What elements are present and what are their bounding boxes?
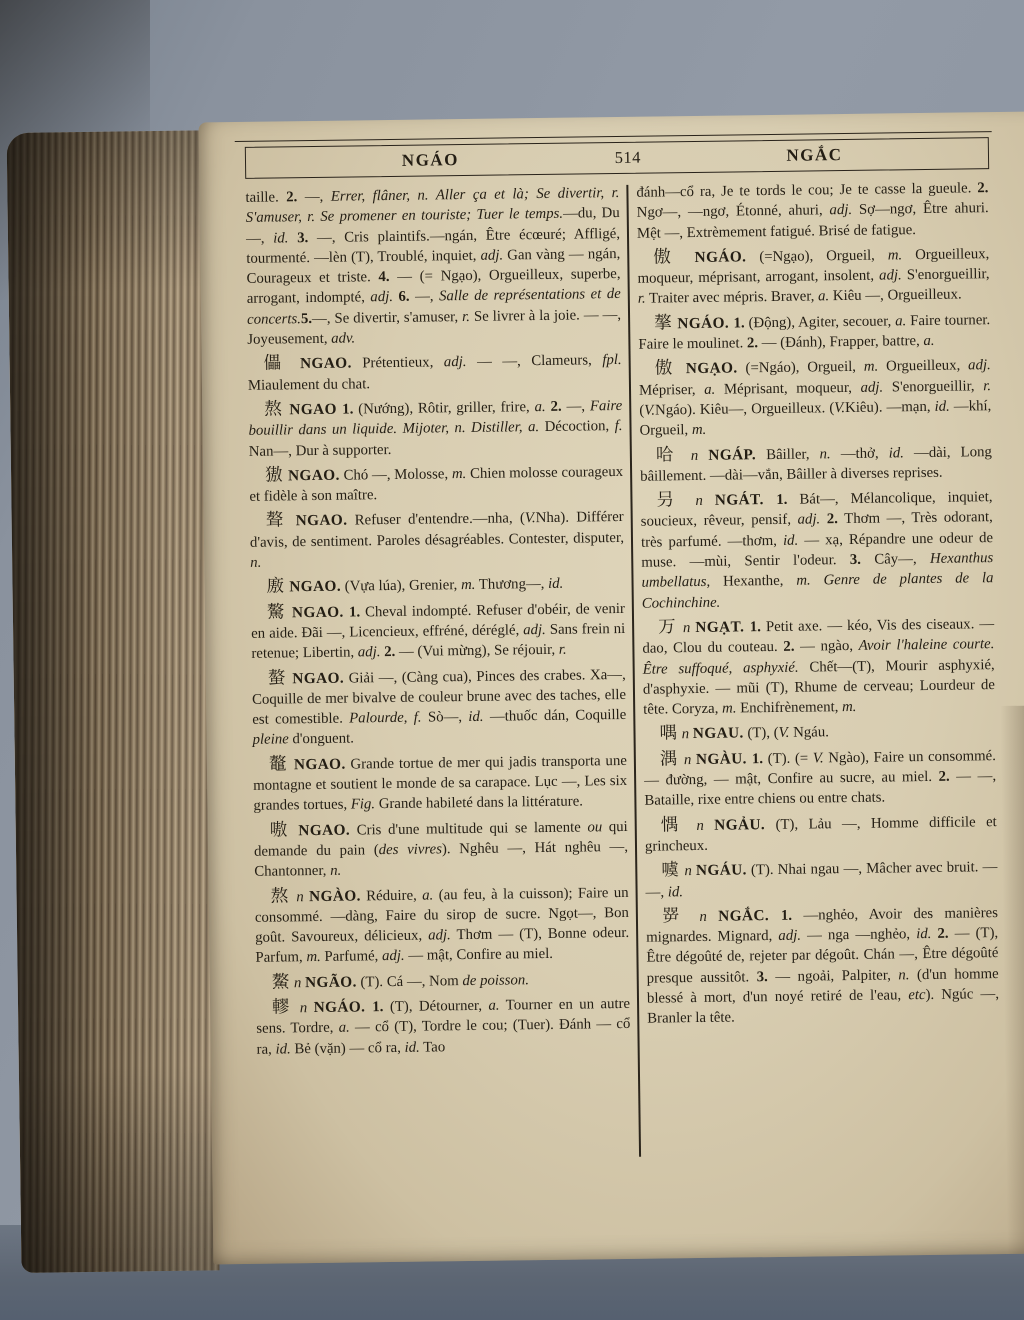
entry-text: 2.	[826, 511, 839, 528]
entry-text: Avoir l'haleine courte. Être suffoqué, asphyxié.	[642, 636, 995, 678]
entry-text: de poisson.	[462, 971, 530, 989]
entry-text: Grande tortue de mer qui jadis transporta une montagne et soutient le monde de sa carapace. Lục —, Les six grandes tortues,	[253, 752, 628, 815]
entry-text: Gan vàng — ngán, Courageux et triste.	[246, 245, 621, 288]
entry-text: n.	[330, 862, 342, 880]
entry-text: adj.	[370, 289, 394, 306]
entry-text	[288, 230, 297, 246]
entry-text: Enchifrènement,	[736, 699, 843, 717]
entry-text: r.	[637, 291, 646, 308]
entry-text: Cây—,	[860, 550, 931, 568]
headword: NGAO.	[283, 466, 340, 485]
entry-text: m.	[863, 358, 879, 376]
right-column	[636, 178, 999, 1059]
entry-text: a.	[817, 288, 830, 305]
entry-text: Errer, flâner, n. Aller ça et là; Se divertir, r. S'amuser, r. Se promener en touriste; Tuer le temps.	[245, 184, 620, 227]
entry-text: id.	[275, 1040, 291, 1058]
headword: NGÀU.	[695, 750, 753, 768]
entry-text: n	[685, 817, 715, 834]
entry-text: — ngoải, Palpiter,	[767, 967, 899, 985]
entry-text: (T), Détourner,	[383, 997, 489, 1016]
entry-text: n	[683, 492, 715, 510]
cjk-headword-glyph: 獓	[264, 465, 284, 486]
dictionary-entry	[637, 244, 990, 309]
entry-text: (T). Nhai ngau —, Mâcher avec bruit. — —,	[645, 859, 998, 901]
entry-text: — —, Clameurs,	[466, 352, 603, 371]
dictionary-entry	[636, 178, 989, 243]
entry-text: a.	[923, 332, 935, 350]
dictionary-entry	[640, 487, 994, 613]
entry-text: adv.	[331, 330, 356, 347]
entry-text: 1.	[372, 999, 384, 1016]
headword: NGAO.	[284, 577, 342, 596]
entry-text: Prétentieux,	[351, 354, 444, 372]
entry-text: Thơm —, Très odorant, très parfumé. —thơm,	[640, 509, 993, 551]
dictionary-entry	[251, 599, 626, 665]
entry-text: a.	[488, 997, 500, 1014]
entry-text: adj.	[443, 354, 467, 371]
entry-text: 1.	[780, 907, 793, 924]
entry-text: m.	[721, 700, 737, 717]
headword: NGAO.	[287, 669, 345, 687]
entry-text: Ngào), Faire un consommé. — đường, — mật, Confire au sucre, au miel.	[644, 747, 996, 789]
entry-text: Sò—,	[421, 709, 469, 726]
entry-text: Cheval indompté. Refuser d'obéir, de venir en aide. Đãi —, Licencieux, effréné, déréglé,	[251, 600, 625, 642]
entry-text: —thở,	[830, 445, 889, 462]
entry-text: Giải —, (Càng cua), Pinces des crabes. Xa—, Coquille de mer bivalve de couleur brune avec des taches, elle est comestible.	[251, 666, 627, 728]
entry-text: đánh—cổ ra, Je te tords le cou; Je te casse la gueule.	[636, 180, 978, 201]
entry-text: Kiêu —, Orgueilleux.	[829, 286, 962, 305]
cjk-headword-glyph: 㥥	[660, 814, 687, 836]
entry-text: 1.	[776, 491, 788, 509]
entry-text: id.	[934, 398, 950, 415]
entry-text: adj.	[829, 202, 853, 219]
cjk-headword-glyph: 摮	[654, 313, 674, 334]
entry-text: Salle de représentations et de concerts.	[246, 286, 621, 328]
entry-text: (Nướng), Rôtir, griller, frire,	[353, 399, 535, 418]
cjk-headword-glyph: 驁	[266, 602, 287, 623]
entry-text: Ngáo). Kiêu—, Orgueilleux. (	[654, 400, 835, 419]
entry-text: r.	[558, 641, 567, 659]
entry-text: 6.	[398, 289, 410, 306]
entry-text: —dài, Long bâillement. —dài—vắn, Bâiller à diverses reprises.	[640, 443, 992, 485]
entry-text: Faire tourner. Faire le moulinet.	[638, 311, 991, 353]
entry-text: (Vựa lúa), Grenier,	[340, 577, 462, 595]
entry-text: — xạ, Répandre une odeur de muse. —mùi, Sentir l'odeur.	[641, 529, 994, 571]
entry-text: —,	[409, 288, 440, 306]
headword: NGẠT.	[695, 618, 750, 636]
entry-text: Miaulement du chat.	[247, 375, 371, 394]
dictionary-entry	[639, 356, 992, 442]
entry-text: —nghẻo, Avoir des manières mignardes. Mignard,	[646, 904, 999, 946]
entry-text: V.	[778, 725, 790, 742]
entry-text: etc	[908, 987, 926, 1004]
entry-text: 3.	[297, 229, 309, 246]
dictionary-entry	[642, 614, 995, 720]
entry-text: a.	[422, 886, 434, 904]
entry-text: m.	[841, 699, 857, 716]
entry-text: —,	[561, 398, 591, 415]
running-header	[245, 137, 989, 179]
dictionary-entry	[640, 442, 993, 487]
headword: NGAU.	[692, 724, 744, 743]
entry-text: Hexanthe,	[710, 573, 797, 591]
left-column	[245, 183, 630, 1065]
entry-text: Genre de plantes de la Cochinchine.	[641, 570, 994, 612]
entry-text: Nan—, Dur à supporter.	[248, 441, 392, 460]
entry-text: (=Ngạo), Orgueil,	[746, 247, 888, 266]
cjk-headword-glyph: 熬	[270, 885, 291, 907]
cjk-headword-glyph: 哈	[655, 444, 681, 466]
entry-text: Grande habileté dans la littérature.	[374, 793, 584, 813]
cjk-headword-glyph: 傲	[653, 247, 682, 268]
header-left-keyword: NGÁO	[401, 150, 459, 170]
entry-text: des vivres	[378, 841, 443, 859]
headword: NGAO.	[288, 755, 346, 774]
headword: NGẢU.	[714, 815, 766, 834]
entry-text: — nga —nghẻo,	[800, 926, 917, 944]
entry-text: Sans frein ni retenue; Libertin,	[251, 620, 626, 663]
entry-text: n	[679, 751, 697, 768]
entry-text: Nha). Différer d'avis, de sentiment. Paroles désagréables. Contester, disputer,	[249, 509, 625, 551]
entry-text: Palourde, f.	[349, 709, 422, 727]
entry-text: 2.	[286, 189, 298, 206]
entry-text: m.	[460, 577, 476, 594]
entry-text: Ngáu.	[789, 724, 830, 742]
entry-text: Se livrer à la joie. — —, Joyeusement,	[247, 306, 622, 348]
entry-text: n.	[819, 445, 831, 462]
entry-text: Kiêu). —mạn,	[844, 398, 935, 417]
headword: NGÁO.	[313, 998, 373, 1017]
entry-text: f.	[614, 418, 623, 435]
entry-text: Sợ—ngơ, Être ahuri. Mệt —, Extrèmement fatigué. Brisé de fatigue.	[636, 200, 989, 242]
entry-text: Fig.	[350, 796, 376, 813]
entry-text: — (= Ngạo), Orgueilleux, superbe, arrogant, indompté,	[246, 266, 621, 308]
entry-text: V.	[834, 400, 846, 417]
entry-text: ). Ngúc —, Branler la tête.	[647, 986, 1000, 1027]
dictionary-entry	[253, 751, 628, 817]
headword: NGAO	[283, 400, 343, 419]
entry-text: d'onguent.	[288, 730, 354, 748]
entry-text: 2.	[937, 925, 949, 942]
entry-text: m.	[451, 465, 467, 483]
entry-text: S'enorgueillir,	[883, 377, 984, 396]
entry-text: (T). (=	[762, 750, 813, 767]
entry-text: a.	[534, 398, 546, 416]
entry-text: —,	[297, 188, 331, 206]
cjk-headword-glyph: 万	[658, 617, 679, 638]
entry-text: S'enorgueillir,	[901, 266, 990, 284]
page-number: 514	[614, 147, 642, 168]
entry-text: adj.	[357, 644, 381, 661]
cjk-headword-glyph: 鰲	[271, 972, 291, 993]
cjk-headword-glyph: 鼇	[268, 754, 289, 775]
entry-text: Chien molosse courageux et fidèle à son maître.	[249, 463, 624, 505]
entry-text: (d'un homme blessé à mort, d'un noyé retiré de l'eau,	[646, 965, 999, 1007]
entry-text: fpl.	[602, 352, 622, 369]
entry-text: Tourner en un autre sens. Tordre,	[256, 995, 631, 1038]
entry-text: id.	[468, 708, 484, 726]
entry-text: 1.	[749, 619, 762, 636]
entry-text: —khí, Orgueil,	[639, 398, 992, 439]
entry-text: Parfumé,	[320, 948, 383, 966]
entry-text: V.	[644, 402, 656, 419]
dictionary-entry	[256, 994, 631, 1060]
entry-text: Thơm — (T), Bonne odeur. Parfum,	[255, 925, 630, 967]
entry-text: adj.	[968, 357, 991, 374]
entry-text: Hexanthus umbellatus,	[641, 550, 994, 592]
page-surface	[198, 111, 1024, 1264]
entry-text: id.	[916, 926, 932, 943]
entry-text: Traiter avec mépris. Braver,	[645, 288, 819, 308]
entry-text: Faire bouillir dans un liquide. Mijoter, n. Distiller, a.	[248, 397, 623, 440]
cjk-headword-glyph: 噳	[661, 860, 681, 881]
entry-text: id.	[404, 1039, 420, 1056]
entry-text: — (Vui mừng), Se réjouir,	[395, 642, 559, 661]
entry-text: Thương—,	[475, 576, 549, 594]
entry-text: n	[677, 619, 696, 637]
headword: NGÃO.	[304, 973, 357, 991]
entry-text: — cổ (T), Tordre le cou; (Tuer). Đánh — cổ ra,	[256, 1016, 631, 1058]
entry-text: 3.	[849, 551, 862, 569]
headword: NGÁO.	[680, 248, 747, 267]
entry-text: 3.	[756, 968, 768, 985]
entry-text: 2.	[384, 644, 396, 661]
dictionary-entry	[249, 462, 623, 507]
entry-text: adj.	[523, 621, 546, 639]
entry-text: Bẻ (vặn) — cổ ra,	[290, 1039, 405, 1057]
entry-text: id.	[548, 576, 564, 593]
entry-text: — —, Bataille, rixe entre chiens ou entre chats.	[644, 768, 997, 810]
entry-text	[811, 573, 824, 589]
entry-text: n	[290, 888, 310, 905]
entry-text: —du, Du—,	[245, 205, 620, 247]
entry-text: (	[639, 402, 645, 419]
dictionary-entry	[248, 396, 623, 462]
page-content	[245, 128, 1001, 1065]
headword: NGAO.	[286, 603, 350, 622]
dictionary-entry	[255, 882, 630, 968]
entry-text: id.	[782, 532, 799, 549]
entry-text: pleine	[252, 731, 289, 749]
entry-text: a.	[338, 1019, 350, 1036]
entry-text: n.	[250, 554, 262, 571]
entry-text: 5.	[300, 310, 313, 327]
entry-text: r.	[983, 377, 992, 394]
entry-text: n.	[898, 966, 910, 984]
entry-text: n	[680, 447, 709, 464]
entry-text: 1.	[751, 750, 764, 768]
dictionary-entry	[645, 857, 998, 902]
entry-text: Réduire,	[360, 887, 423, 904]
entry-text: Décoction,	[539, 418, 615, 436]
entry-text: ). Nghêu —, Hát nghêu —, Chantonner,	[254, 838, 629, 881]
entry-text: —, Se divertir, s'amuser,	[311, 308, 463, 327]
entry-text: 4.	[378, 269, 390, 286]
open-book	[7, 111, 1024, 1277]
headword: NGAO.	[288, 354, 352, 373]
entry-text: n	[677, 726, 693, 743]
dictionary-entry	[254, 817, 629, 883]
entry-text: a.	[895, 313, 907, 330]
entry-text: V.	[812, 750, 824, 767]
entry-text: adj.	[428, 927, 451, 944]
entry-text: r.	[462, 308, 471, 325]
entry-text: n	[293, 1000, 314, 1017]
entry-text: m.	[796, 572, 811, 590]
dictionary-entry	[245, 183, 621, 350]
entry-text: 2.	[746, 335, 759, 352]
cjk-headword-glyph: 嗷	[269, 819, 292, 841]
entry-text: adj.	[480, 247, 504, 264]
dictionary-entry	[252, 664, 627, 750]
entry-text: Méprisant, moqueur,	[715, 379, 861, 398]
text-columns	[245, 178, 1000, 1065]
cjk-headword-glyph: 螯	[267, 667, 288, 689]
entry-text: n	[680, 863, 697, 880]
dictionary-entry	[638, 310, 991, 355]
headword: NGẮC.	[718, 906, 782, 925]
entry-text: (=Ngáo), Orgueil,	[737, 359, 864, 377]
dictionary-entry	[250, 573, 624, 598]
entry-text: — ngào,	[794, 638, 859, 655]
cjk-headword-glyph: 傲	[654, 358, 678, 379]
entry-text: id.	[667, 883, 684, 900]
entry-text: n	[290, 974, 306, 992]
entry-text: id.	[273, 229, 289, 247]
entry-text: adj.	[797, 511, 821, 529]
entry-text: 1.	[342, 401, 354, 418]
entry-text: ou	[587, 818, 603, 836]
dictionary-entry	[645, 812, 998, 857]
header-right-keyword: NGẮC	[786, 145, 843, 165]
dictionary-entry	[256, 969, 630, 994]
entry-text: adj.	[860, 379, 884, 396]
entry-text: Mépriser,	[638, 381, 705, 399]
headword: NGÁO.	[672, 314, 734, 333]
entry-text: id.	[888, 444, 905, 462]
cjk-headword-glyph: 聱	[265, 510, 288, 532]
cjk-headword-glyph: 㖾	[661, 905, 689, 927]
headword: NGÁT.	[714, 491, 777, 509]
headword: NGÀO.	[308, 886, 361, 905]
entry-text: 2.	[550, 398, 562, 415]
cjk-headword-glyph: 喁	[659, 723, 679, 744]
entry-text: Cris d'une multitude qui se lamente	[349, 819, 588, 839]
dictionary-entry	[643, 721, 995, 746]
entry-text: adj.	[381, 948, 405, 965]
entry-text: Refuser d'entendre.—nha, (	[347, 510, 525, 530]
entry-text: n	[687, 908, 719, 925]
entry-text: 2.	[977, 180, 989, 197]
cjk-headword-glyph: 廒	[266, 576, 286, 597]
entry-text: Chết—(T), Mourir asphyxié, d'asphyxie. — mũi (T), Rhume de cerveau; Lourdeur de tête. Coryza,	[642, 656, 996, 718]
entry-text: 1.	[733, 315, 745, 332]
page-edge-stack	[7, 130, 220, 1273]
entry-text: Orgueilleux,	[878, 357, 969, 375]
entry-text: (au feu, à la cuisson); Faire un consommé. —dàng, Faire du sirop de sucre. Ngọt—, Bon goût. Savoureux, délicieux,	[254, 884, 629, 946]
entry-text: (T), (	[743, 725, 779, 742]
entry-text: 2.	[938, 768, 950, 785]
entry-text: Bâiller,	[755, 445, 820, 463]
dictionary-entry	[250, 507, 625, 573]
cjk-headword-glyph: 叧	[656, 490, 684, 511]
entry-text: V.	[524, 510, 536, 527]
entry-text: m.	[306, 949, 321, 966]
entry-text: Orgueilleux, moqueur, méprisant, arrogant, insolent,	[637, 246, 990, 287]
entry-text: (T), Lảu —, Homme difficile et grincheux.	[644, 813, 997, 855]
entry-text: m.	[887, 247, 903, 264]
dictionary-entry	[646, 903, 1000, 1029]
entry-text: Chó —, Molosse,	[339, 466, 452, 484]
dictionary-entry	[248, 350, 622, 395]
dictionary-entry	[644, 746, 997, 811]
entry-text: (T). Cá —, Nom	[356, 972, 463, 991]
entry-text: — (Đánh), Frapper, battre,	[757, 333, 924, 352]
cjk-headword-glyph: 湡	[659, 748, 680, 770]
cjk-headword-glyph: 熬	[264, 399, 285, 420]
entry-text: 1.	[348, 604, 361, 621]
headword: NGÁU.	[695, 861, 747, 880]
cjk-headword-glyph: 儡	[263, 353, 290, 375]
entry-text: a.	[704, 381, 716, 398]
entry-text: Ngơ—, —ngơ, Étonné, ahuri,	[636, 202, 830, 222]
entry-text: adj.	[778, 927, 802, 945]
entry-text: taille.	[245, 189, 287, 206]
headword: NGÁP.	[708, 445, 757, 464]
entry-text: —thuốc dán, Coquille	[483, 707, 627, 725]
entry-text: (Động), Agiter, secouer,	[744, 313, 896, 332]
entry-text: Tao	[419, 1038, 446, 1056]
entry-text: —, Cris plaintifs.—ngán, Être écœuré; Affligé, tourmenté. —lèn (T), Troublé, inquiet,	[246, 225, 621, 267]
entry-text: adj.	[879, 267, 902, 284]
entry-text: m.	[691, 422, 707, 439]
entry-text: — mật, Confire au miel.	[404, 946, 554, 965]
page-curl-shadow	[1000, 705, 1024, 1254]
headword: NGẠO.	[677, 359, 738, 378]
entry-text: Petit axe. — kéo, Vis des ciseaux. —dao, Clou du couteau.	[642, 616, 995, 657]
entry-text: Bát—, Mélancolique, inquiet, soucieux, rêveur, pensif,	[640, 489, 993, 531]
entry-text: qui demande du pain (	[253, 818, 628, 860]
cjk-headword-glyph: 轇	[271, 997, 294, 1018]
entry-text: — (T), Être dégoûté de, rejeter par dégoût. Chán —, Être dégoûté presque aussitôt.	[646, 925, 999, 987]
entry-text: 2.	[783, 638, 795, 656]
headword: NGAO.	[291, 821, 351, 839]
headword: NGAO.	[287, 512, 348, 530]
